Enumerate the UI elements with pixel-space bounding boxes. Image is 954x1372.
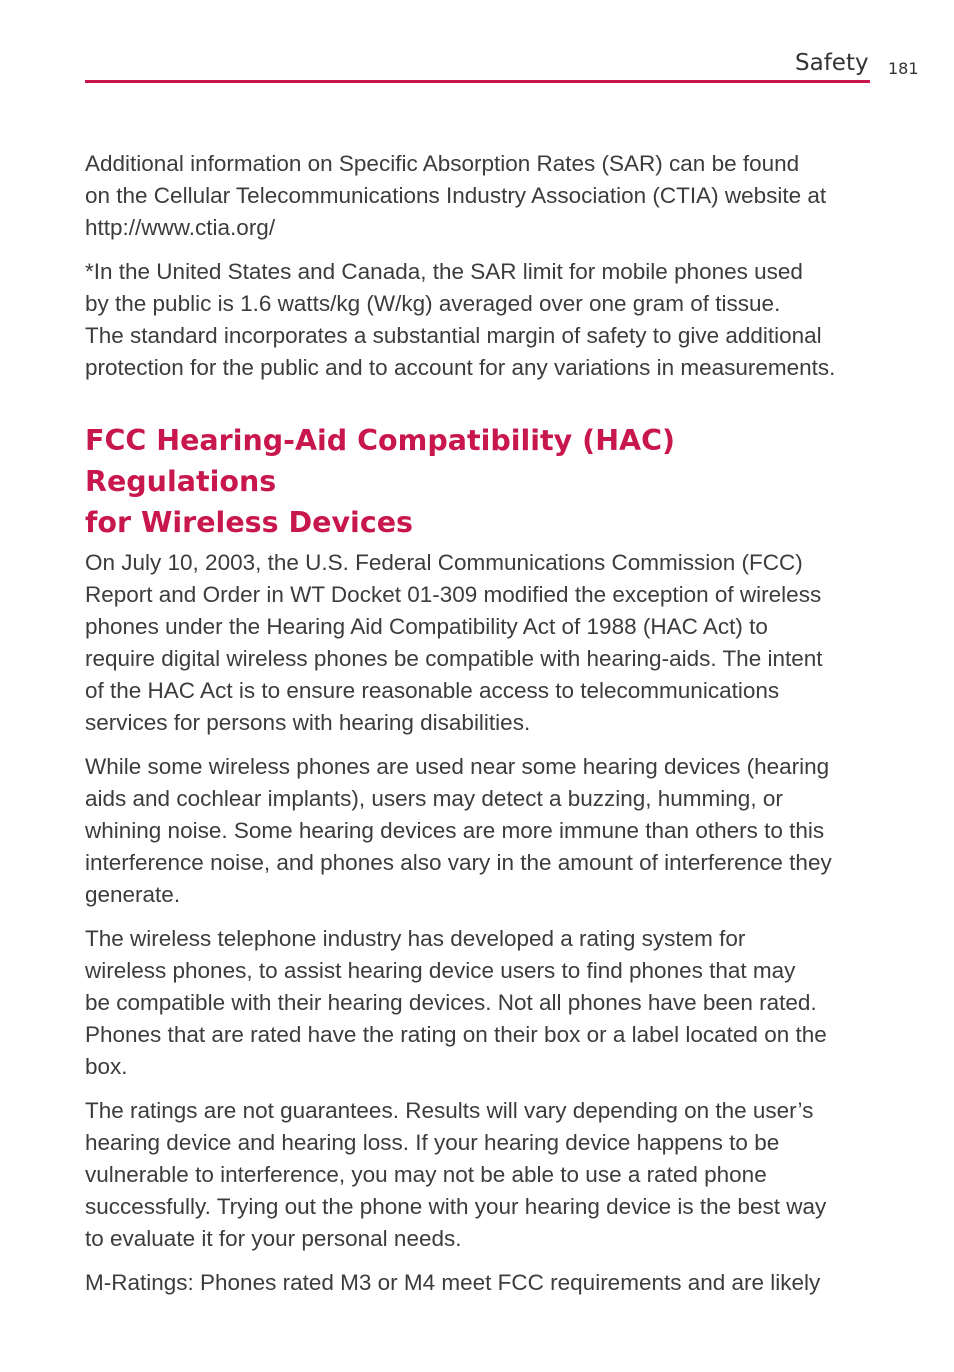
intro-paragraph-sar-limit: *In the United States and Canada, the SAR limit for mobile phones used by the public is 1.6 watts/kg (W/kg) averaged over one gram of tissue. The standard incorporates a substantial margin of safety to give additional protection for the public and to account for any variations in measurements. [85, 259, 836, 380]
hac-paragraph-1: On July 10, 2003, the U.S. Federal Communications Commission (FCC) Report and Order in WT Docket 01-309 modified the exception of wireless phones under the Hearing Aid Compatibility Act of 1988 (HAC Act) to require digital wireless phones be compatible with hearing-aids. The intent of the HAC Act is to ensure reasonable access to telecommunications services for persons with hearing disabilities. [85, 550, 823, 735]
header-section-title: Safety [795, 50, 869, 76]
section-heading-hac: FCC Hearing-Aid Compatibility (HAC) Regulations for Wireless Devices [85, 424, 676, 539]
hac-paragraph-3: The wireless telephone industry has developed a rating system for wireless phones, to assist hearing device users to find phones that may be compatible with their hearing devices. Not all phones have been rated. Phones that are rated have the rating on their box or a label located on the box. [85, 926, 827, 1079]
header-divider [85, 80, 870, 83]
hac-paragraph-5: M-Ratings: Phones rated M3 or M4 meet FCC requirements and are likely [85, 1270, 821, 1295]
page-content [85, 148, 875, 1311]
page-number: 181 [888, 59, 919, 78]
hac-paragraph-4: The ratings are not guarantees. Results will vary depending on the user’s hearing device and hearing loss. If your hearing device happens to be vulnerable to interference, you may not be able to use a rated phone successfully. Trying out the phone with your hearing device is the best way to evaluate it for your personal needs. [85, 1098, 827, 1251]
intro-paragraph-sar-info: Additional information on Specific Absorption Rates (SAR) can be found on the Cellular Telecommunications Industry Association (CTIA) website at http://www.ctia.org/ [85, 151, 827, 240]
hac-paragraph-2: While some wireless phones are used near some hearing devices (hearing aids and cochlear implants), users may detect a buzzing, humming, or whining noise. Some hearing devices are more immune than others to this interference noise, and phones also vary in the amount of interference they generate. [85, 754, 832, 907]
